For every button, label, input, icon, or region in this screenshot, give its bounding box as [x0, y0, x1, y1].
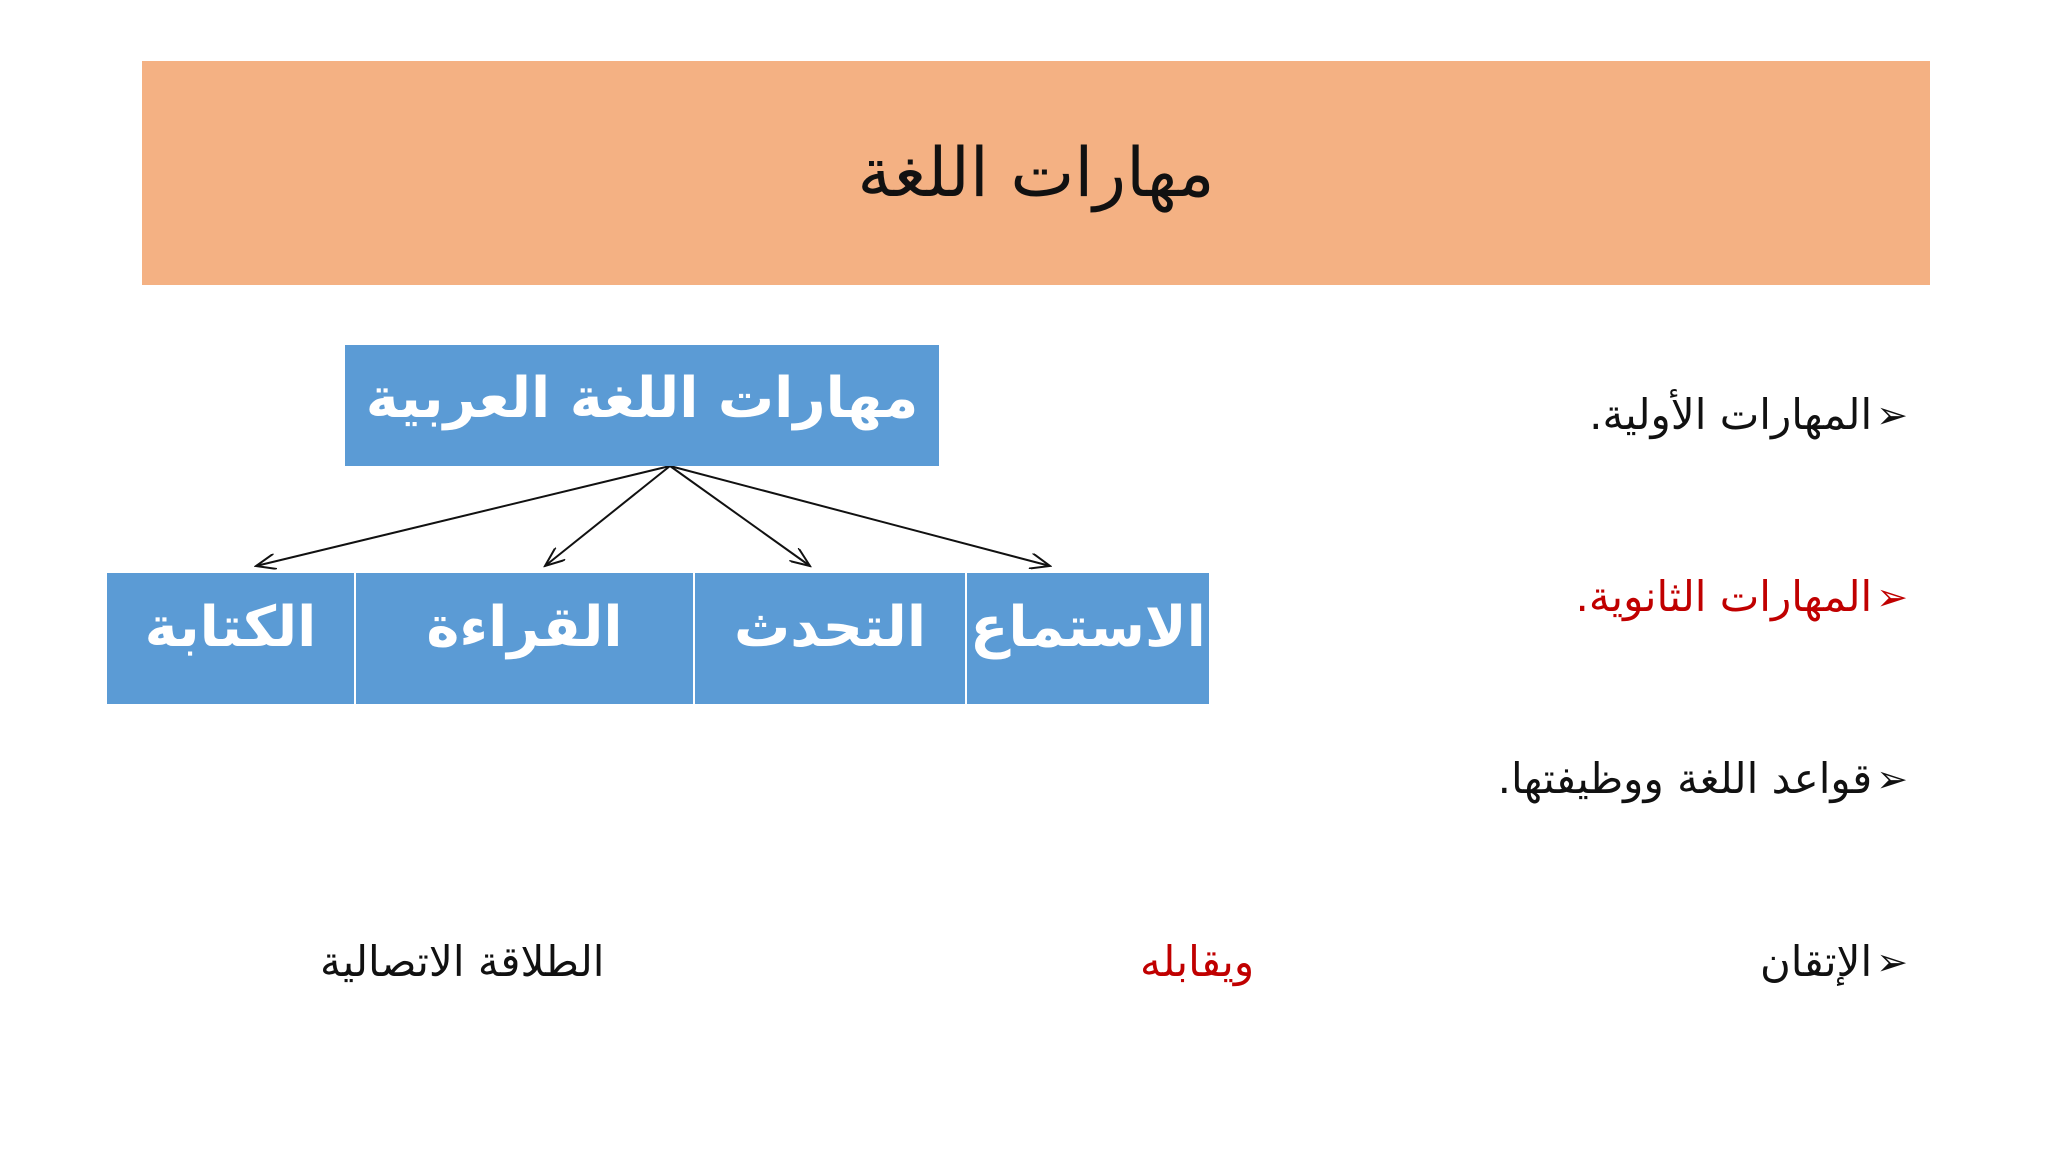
bullet-item-primary-skills	[1589, 390, 1908, 439]
arrow-bullet-icon: ➢	[1876, 756, 1908, 801]
connector-arrow-writing	[256, 466, 670, 566]
bullet-text: المهارات الأولية.	[1589, 390, 1873, 439]
slide-title-bar	[142, 61, 1930, 285]
bullet-item-mastery	[1760, 937, 1908, 986]
slide-title: مهارات اللغة	[857, 133, 1215, 213]
diagram-box-listening: الاستماع	[965, 573, 1209, 704]
communicative-fluency-text: الطلاقة الاتصالية	[320, 937, 605, 986]
counterpart-label: ويقابله	[1140, 937, 1255, 986]
connector-arrow-listening	[670, 466, 1050, 566]
diagram-box-speaking: التحدث	[693, 573, 965, 704]
arrow-bullet-icon: ➢	[1876, 939, 1908, 984]
arrow-bullet-icon: ➢	[1876, 392, 1908, 437]
bullet-text: المهارات الثانوية.	[1575, 572, 1873, 621]
bullet-item-secondary-skills	[1576, 572, 1908, 621]
connector-arrow-reading	[545, 466, 670, 566]
diagram-box-writing: الكتابة	[107, 573, 354, 704]
connector-arrow-speaking	[670, 466, 810, 566]
bullet-item-grammar	[1498, 754, 1908, 803]
bullet-text: قواعد اللغة ووظيفتها.	[1497, 754, 1873, 803]
bullet-text: الإتقان	[1759, 937, 1873, 986]
diagram-box-reading: القراءة	[354, 573, 693, 704]
diagram-root-box: مهارات اللغة العربية	[345, 345, 939, 466]
arrow-bullet-icon: ➢	[1876, 574, 1908, 619]
